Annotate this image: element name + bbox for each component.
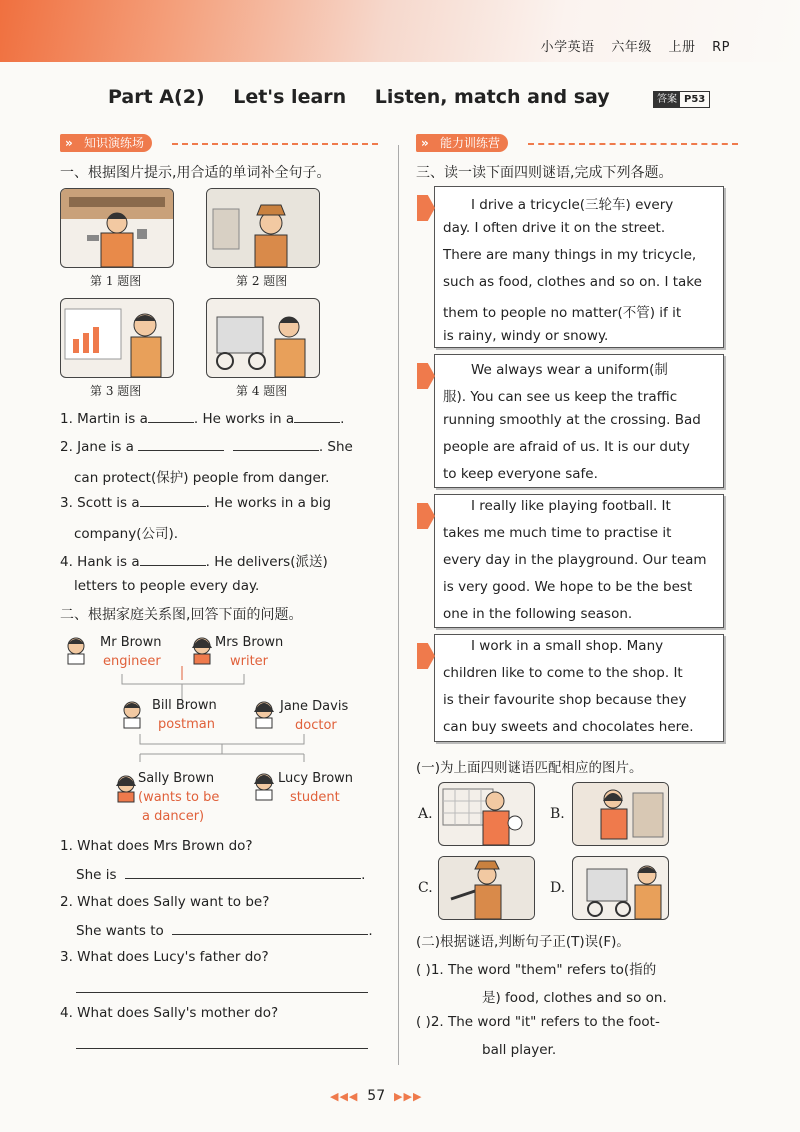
option-c-label: C. bbox=[418, 880, 433, 896]
next-arrows-icon: ▶▶▶ bbox=[394, 1090, 423, 1103]
riddle-1: I drive a tricycle(三轮车) every day. I often drive it on the street. There are many things in my tricycle, such as food, clothes and so on. I take them to people no matter(不管) if it is rainy, windy or snowy. bbox=[434, 186, 724, 348]
answer-line[interactable] bbox=[125, 866, 361, 879]
blank-input[interactable] bbox=[294, 410, 340, 423]
option-c-picture[interactable] bbox=[438, 856, 535, 920]
tricycle-driver-illustration bbox=[573, 857, 668, 919]
job-lucy: student bbox=[290, 790, 340, 805]
q2-answer-2: She wants to . bbox=[76, 923, 373, 939]
option-b-label: B. bbox=[550, 806, 565, 822]
q2-answer-1: She is . bbox=[76, 867, 366, 883]
family-mrs-brown: Mrs Brown bbox=[215, 635, 284, 650]
job-mrs-brown: writer bbox=[230, 654, 269, 669]
prev-arrows-icon: ◀◀◀ bbox=[330, 1090, 359, 1103]
family-mr-brown: Mr Brown bbox=[100, 635, 162, 650]
section-tag-left: » 知识演练场 bbox=[60, 134, 152, 152]
tf-item-1-cont: 是) food, clothes and so on. bbox=[482, 990, 667, 1006]
tf-item-2-cont: ball player. bbox=[482, 1042, 557, 1058]
answer-line[interactable] bbox=[76, 992, 368, 993]
answer-label: 答案 bbox=[654, 92, 680, 107]
option-b-picture[interactable] bbox=[572, 782, 669, 846]
q2-heading: 二、根据家庭关系图,回答下面的问题。 bbox=[60, 607, 303, 623]
subject: 小学英语 bbox=[540, 40, 595, 55]
avatar-mrs-brown bbox=[192, 638, 212, 664]
chevron-icon: » bbox=[65, 136, 73, 150]
caption-2: 第 2 题图 bbox=[236, 274, 288, 288]
riddle-4: I work in a small shop. Many children like to come to the shop. It is their favourite shop because they can buy sweets and chocolates here. bbox=[434, 634, 724, 742]
office-worker-illustration bbox=[61, 299, 173, 377]
avatar-lucy bbox=[254, 774, 274, 800]
mechanic-illustration bbox=[61, 189, 173, 267]
answer-line[interactable] bbox=[76, 1036, 368, 1049]
answer-paren[interactable]: ( ) bbox=[416, 962, 431, 978]
delivery-tricycle-illustration bbox=[207, 299, 319, 377]
police-officer-illustration bbox=[207, 189, 319, 267]
q1-item-2-cont: can protect(保护) people from danger. bbox=[74, 470, 330, 486]
caption-4: 第 4 题图 bbox=[236, 384, 288, 398]
q2-item-2: 2. What does Sally want to be? bbox=[60, 894, 270, 910]
dash-divider bbox=[528, 143, 738, 145]
job-mr-brown: engineer bbox=[103, 654, 161, 669]
job-sally-1: (wants to be bbox=[138, 790, 220, 805]
page-title bbox=[108, 86, 632, 108]
q1-item-3: 3. Scott is a . He works in a big bbox=[60, 495, 332, 511]
dash-divider bbox=[172, 143, 378, 145]
section-tag-right: » 能力训练营 bbox=[416, 134, 508, 152]
avatar-sally bbox=[116, 776, 136, 802]
avatar-jane bbox=[254, 702, 274, 728]
blank-input[interactable] bbox=[233, 438, 319, 451]
picture-2 bbox=[206, 188, 320, 268]
title-part: Part A(2) bbox=[108, 86, 205, 108]
q1-heading: 一、根据图片提示,用合适的单词补全句子。 bbox=[60, 165, 331, 181]
traffic-police-illustration bbox=[439, 857, 534, 919]
answer-paren[interactable]: ( ) bbox=[416, 1014, 431, 1030]
volume: 上册 bbox=[668, 40, 696, 55]
job-sally-2: a dancer) bbox=[142, 809, 205, 824]
q1-item-4: 4. Hank is a . He delivers(派送) bbox=[60, 554, 328, 570]
q1-item-3-cont: company(公司). bbox=[74, 526, 179, 542]
book-series bbox=[529, 36, 730, 55]
option-d-picture[interactable] bbox=[572, 856, 669, 920]
tf-item-1: ( )1. The word "them" refers to(指的 bbox=[416, 962, 657, 978]
blank-input[interactable] bbox=[140, 494, 206, 507]
picture-1 bbox=[60, 188, 174, 268]
q1-item-2: 2. Jane is a . She bbox=[60, 439, 353, 455]
caption-1: 第 1 题图 bbox=[90, 274, 142, 288]
q1-item-1: 1. Martin is a . He works in a . bbox=[60, 411, 345, 427]
riddle-3: I really like playing football. It takes me much time to practise it every day in the playground. Our team is very good. We hope to be the best one in the following season. bbox=[434, 494, 724, 628]
sub-question-1: (一)为上面四则谜语匹配相应的图片。 bbox=[416, 760, 643, 776]
page-footer bbox=[330, 1088, 422, 1104]
family-jane: Jane Davis bbox=[280, 699, 349, 714]
picture-4 bbox=[206, 298, 320, 378]
sub-question-2: (二)根据谜语,判断句子正(T)误(F)。 bbox=[416, 934, 630, 950]
chevron-icon: » bbox=[421, 136, 429, 150]
option-d-label: D. bbox=[550, 880, 566, 896]
answer-badge[interactable] bbox=[653, 91, 710, 108]
answer-page: P53 bbox=[684, 94, 706, 105]
option-a-label: A. bbox=[418, 806, 433, 822]
avatar-bill bbox=[124, 702, 140, 728]
title-listen: Listen, match and say bbox=[374, 86, 610, 108]
tf-item-2: ( )2. The word "it" refers to the foot- bbox=[416, 1014, 660, 1030]
blank-input[interactable] bbox=[138, 438, 224, 451]
option-a-picture[interactable] bbox=[438, 782, 535, 846]
blank-input[interactable] bbox=[140, 553, 206, 566]
arrow-tab-icon bbox=[417, 643, 435, 669]
title-learn: Let's learn bbox=[233, 86, 347, 108]
shop-worker-illustration bbox=[573, 783, 668, 845]
edition: RP bbox=[712, 40, 730, 55]
q2-item-4: 4. What does Sally's mother do? bbox=[60, 1005, 279, 1021]
avatar-mr-brown bbox=[68, 638, 84, 664]
football-player-illustration bbox=[439, 783, 534, 845]
family-sally: Sally Brown bbox=[138, 771, 215, 786]
riddle-2: We always wear a uniform(制 服). You can see us keep the traffic running smoothly at the crossing. Bad people are afraid of us. It is our duty to keep everyone safe. bbox=[434, 354, 724, 488]
job-bill: postman bbox=[158, 717, 215, 732]
column-divider bbox=[398, 145, 399, 1065]
q2-item-3: 3. What does Lucy's father do? bbox=[60, 949, 269, 965]
q2-item-1: 1. What does Mrs Brown do? bbox=[60, 838, 253, 854]
grade: 六年级 bbox=[611, 40, 652, 55]
answer-line[interactable] bbox=[172, 922, 368, 935]
family-lucy: Lucy Brown bbox=[278, 771, 354, 786]
q3-heading: 三、读一读下面四则谜语,完成下列各题。 bbox=[416, 165, 673, 181]
picture-3 bbox=[60, 298, 174, 378]
page-number: 57 bbox=[367, 1088, 386, 1104]
blank-input[interactable] bbox=[148, 410, 194, 423]
family-bill: Bill Brown bbox=[152, 698, 217, 713]
arrow-tab-icon bbox=[417, 363, 435, 389]
caption-3: 第 3 题图 bbox=[90, 384, 142, 398]
job-jane: doctor bbox=[295, 718, 337, 733]
arrow-tab-icon bbox=[417, 195, 435, 221]
arrow-tab-icon bbox=[417, 503, 435, 529]
q1-item-4-cont: letters to people every day. bbox=[74, 578, 260, 594]
